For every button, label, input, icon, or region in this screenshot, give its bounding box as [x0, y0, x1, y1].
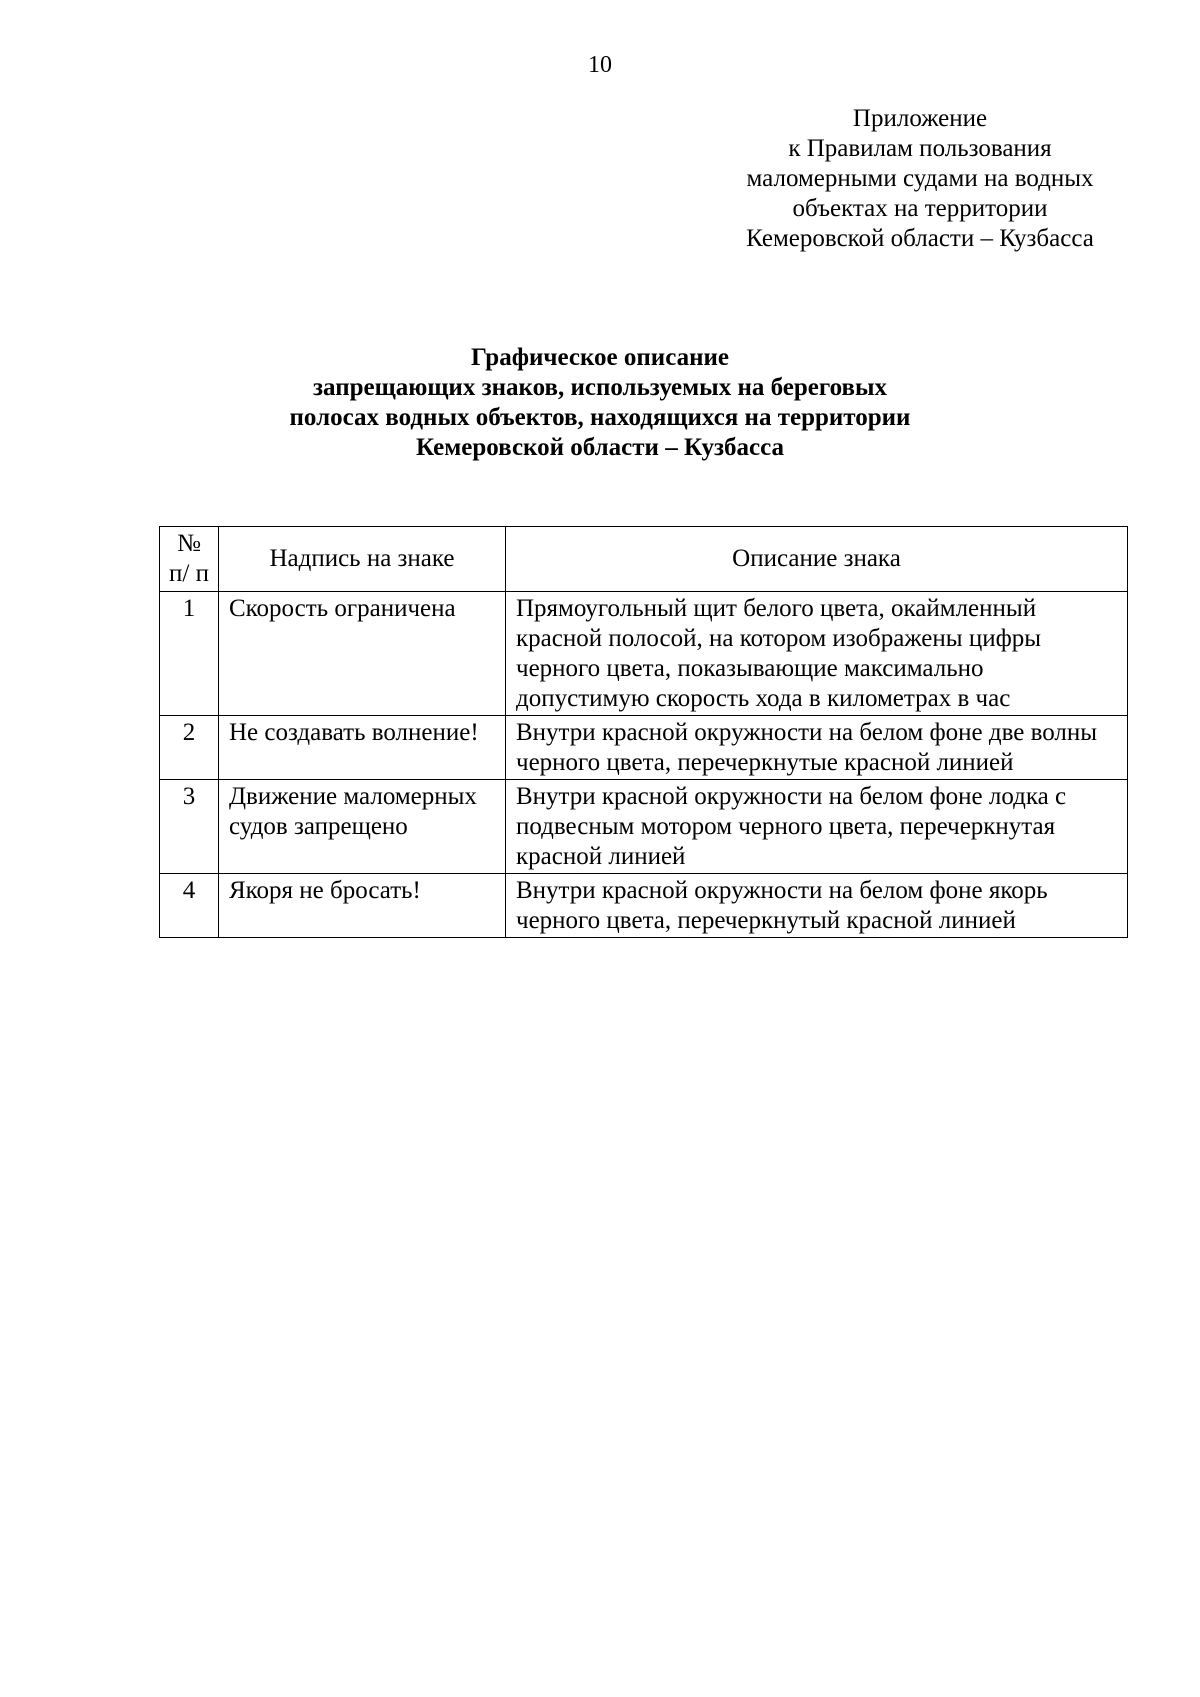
- row-inscription: Не создавать волнение!: [219, 716, 506, 780]
- row-number: 4: [160, 874, 219, 938]
- appendix-line: объектах на территории: [792, 195, 1048, 222]
- row-inscription: Якоря не бросать!: [219, 874, 506, 938]
- row-number: 1: [160, 592, 219, 716]
- row-description: Внутри красной окружности на белом фоне лодка с подвесным мотором черного цвета, перечеркнутая красной линией: [506, 780, 1128, 874]
- header-number: № п/ п: [160, 527, 219, 592]
- table-row: [160, 716, 1128, 780]
- row-number: 2: [160, 716, 219, 780]
- title-line: Кемеровской области – Кузбасса: [415, 434, 785, 461]
- page-number: 10: [588, 52, 612, 78]
- title-line: запрещающих знаков, используемых на береговых: [312, 374, 887, 401]
- appendix-line: к Правилам пользования: [788, 135, 1052, 162]
- row-description: Внутри красной окружности на белом фоне якорь черного цвета, перечеркнутый красной линией: [506, 874, 1128, 938]
- header-inscription: Надпись на знаке: [219, 527, 506, 592]
- appendix-line: Приложение: [852, 105, 988, 132]
- header-description: Описание знака: [506, 527, 1128, 592]
- table-row: [160, 874, 1128, 938]
- row-inscription: Движение маломерных судов запрещено: [219, 780, 506, 874]
- row-inscription: Скорость ограничена: [219, 592, 506, 716]
- table-row: [160, 592, 1128, 716]
- document-title: [0, 343, 1200, 463]
- title-line: Графическое описание: [470, 344, 730, 371]
- appendix-note: [700, 104, 1140, 254]
- title-line: полосах водных объектов, находящихся на территории: [289, 404, 911, 431]
- row-description: Внутри красной окружности на белом фоне две волны черного цвета, перечеркнутые красной линией: [506, 716, 1128, 780]
- row-description: Прямоугольный щит белого цвета, окаймленный красной полосой, на котором изображены цифры черного цвета, показывающие максимально допустимую скорость хода в километрах в час: [506, 592, 1128, 716]
- appendix-line: Кемеровской области – Кузбасса: [746, 225, 1094, 252]
- row-number: 3: [160, 780, 219, 874]
- signs-table: [159, 526, 1128, 938]
- table-header-row: [160, 527, 1128, 592]
- appendix-line: маломерными судами на водных: [746, 165, 1094, 192]
- table-row: [160, 780, 1128, 874]
